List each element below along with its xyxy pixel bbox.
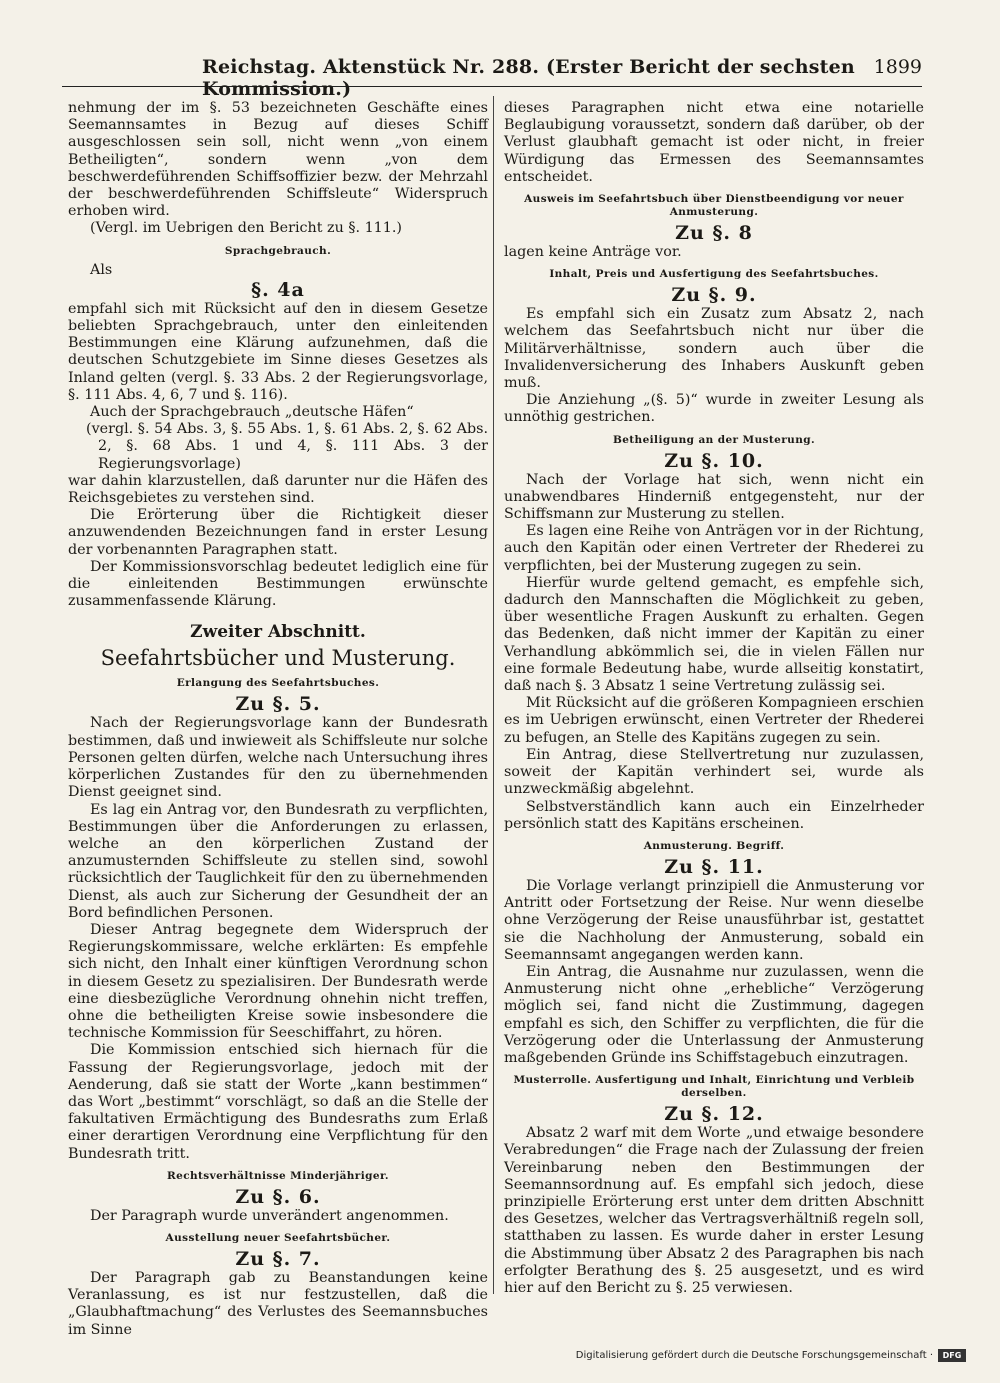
- section-subheading: Ausstellung neuer Seefahrtsbücher.: [165, 1231, 391, 1244]
- paragraph: Ein Antrag, diese Stellvertretung nur zuzulassen, soweit der Kapitän verhindert sei, wurde als unzweckmäßig abgelehnt.: [504, 746, 924, 798]
- paragraph: Die Vorlage verlangt prinzipiell die Anmusterung vor Antritt oder Fortsetzung der Reise. Nur wenn dieselbe ohne Verzögerung der Reise unausführbar ist, gestattet sie die Nachholung der Anmusterung, sobald ein Seemannsamt angegangen werden kann.: [504, 877, 924, 963]
- paragraph: Absatz 2 warf mit dem Worte „und etwaige besondere Verabredungen“ die Frage nach der Zulassung der freien Vereinbarung neben den Bestimmungen der Seemannsordnung auf. Es empfahl sich jedoch, diese prinzipielle Erörterung erst unter dem dritten Abschnitt des Gesetzes, welcher das Vertragsverhältniß regeln soll, statthaben zu lassen. Es wurde daher in erster Lesung die Abstimmung über Absatz 2 des Paragraphen bis nach erfolgter Berathung des §. 25 ausgesetzt, und es wird hier auf den Bericht zu §. 25 verwiesen.: [504, 1125, 924, 1296]
- column-divider: [493, 96, 494, 1294]
- section-subheading: Rechtsverhältnisse Minderjähriger.: [167, 1169, 389, 1182]
- section-paragraph-heading: Zu §. 7.: [235, 1247, 321, 1270]
- paragraph: Als: [90, 261, 113, 278]
- section-paragraph-heading: Zu §. 10.: [664, 449, 764, 472]
- page-number: 1899: [873, 56, 922, 78]
- chapter-title: Seefahrtsbücher und Musterung.: [100, 646, 456, 671]
- paragraph: (Vergl. im Uebrigen den Bericht zu §. 111.): [90, 220, 402, 237]
- section-subheading: Anmusterung. Begriff.: [643, 839, 785, 852]
- left-column: [68, 100, 488, 1339]
- paragraph: Mit Rücksicht auf die größeren Kompagnieen erschien es im Uebrigen erwünscht, einen Vertreter der Rhederei zu befugen, an Stelle des Kapitäns zugegen zu sein.: [504, 695, 924, 746]
- paragraph: Die Erörterung über die Richtigkeit dieser anzuwendenden Bezeichnungen fand in erster Lesung der vorbenannten Paragraphen statt.: [68, 507, 488, 558]
- section-paragraph-heading: Zu §. 5.: [235, 693, 321, 716]
- paragraph: Die Anziehung „(§. 5)“ wurde in zweiter Lesung als unnöthig gestrichen.: [504, 392, 924, 426]
- section-paragraph-heading: Zu §. 8: [675, 222, 753, 245]
- footer-credit: Digitalisierung gefördert durch die Deutsche Forschungsgemeinschaft ·: [575, 1350, 933, 1361]
- paragraph: Es empfahl sich ein Zusatz zum Absatz 2, nach welchem das Seefahrtsbuch nicht nur über die Militärverhältnisse, sondern auch über die Invalidenversicherung des Inhabers Auskunft geben muß.: [504, 306, 924, 392]
- paragraph: Hierfür wurde geltend gemacht, es empfehle sich, dadurch den Mannschaften die Möglichkeit zu geben, über wesentliche Fragen Auskunft zu erhalten. Gegen das Bedenken, daß nicht immer der Kapitän zu einer Verhandlung abkömmlich sei, die in vielen Fällen nur eine formale Bedeutung habe, wurde allseitig konstatirt, daß nach §. 3 Absatz 1 seine Vertretung zulässig sei.: [504, 574, 924, 695]
- section-subheading: Ausweis im Seefahrtsbuch über Dienstbeendigung vor neuer Anmusterung.: [524, 193, 904, 219]
- section-paragraph-heading: Zu §. 12.: [664, 1103, 764, 1126]
- section-subheading: Musterrolle. Ausfertigung und Inhalt, Einrichtung und Verbleib derselben.: [513, 1074, 915, 1100]
- paragraph: Dieser Antrag begegnete dem Widerspruch der Regierungskommissare, welche erklärten: Es empfehle sich nicht, den Inhalt einer künftigen Verordnung schon in diesem Gesetz zu spezialisiren. Der Bundesrath werde eine diesbezügliche Verordnung ohnehin nicht treffen, ohne die betheiligten Kreise sowie insbesondere die technische Kommission für Seeschiffahrt, zu hören.: [68, 921, 488, 1042]
- paragraph: Selbstverständlich kann auch ein Einzelrheder persönlich statt des Kapitäns erscheinen.: [504, 798, 924, 832]
- section-paragraph-heading: Zu §. 6.: [235, 1185, 321, 1208]
- section-subheading: Betheiligung an der Musterung.: [612, 433, 816, 446]
- paragraph: Der Paragraph wurde unverändert angenommen.: [90, 1207, 449, 1224]
- paragraph: Nach der Vorlage hat sich, wenn nicht ein unabwendbares Hinderniß entgegensteht, nur der Schiffsmann zur Musterung zu stellen.: [504, 471, 924, 523]
- chapter-heading: Zweiter Abschnitt.: [190, 622, 366, 643]
- paragraph: lagen keine Anträge vor.: [504, 244, 682, 261]
- dfg-logo: DFG: [938, 1349, 966, 1362]
- paragraph: Nach der Regierungsvorlage kann der Bundesrath bestimmen, daß und inwieweit als Schiffsleute nur solche Personen gelten dürfen, welche nach Untersuchung ihres körperlichen Zustandes für den zu übernehmenden Dienst geeignet sind.: [68, 715, 488, 801]
- section-subheading: Erlangung des Seefahrtsbuches.: [176, 677, 380, 690]
- header-title: Reichstag. Aktenstück Nr. 288. (Erster Bericht der sechsten Kommission.): [202, 56, 855, 100]
- paragraph: empfahl sich mit Rücksicht auf den in diesem Gesetze beliebten Sprachgebrauch, unter den einleitenden Bestimmungen eine Klärung aufzunehmen, daß die deutschen Schutzgebiete im Sinne dieses Gesetzes als Inland gelten (vergl. §. 33 Abs. 2 der Regierungsvorlage, §. 111 Abs. 4, 6, 7 und §. 116).: [68, 300, 488, 403]
- footer: [576, 1349, 966, 1362]
- paragraph: Der Paragraph gab zu Beanstandungen keine Veranlassung, es ist nur festzustellen, daß die „Glaubhaftmachung“ des Verlustes des Seemannsbuches im Sinne: [68, 1269, 488, 1338]
- running-header: [62, 56, 922, 100]
- section-subheading: Inhalt, Preis und Ausfertigung des Seefahrtsbuches.: [549, 268, 879, 281]
- paragraph: Die Kommission entschied sich hiernach für die Fassung der Regierungsvorlage, jedoch mit der Aenderung, daß sie statt der Worte „kann bestimmen“ das Wort „bestimmt“ vorschlägt, so daß an die Stelle der fakultativen Ermächtigung des Bundesraths zum Erlaß einer derartigen Verordnung eine Verpflichtung für den Bundesrath tritt.: [68, 1042, 488, 1162]
- section-subheading: Sprachgebrauch.: [224, 244, 332, 257]
- paragraph: Es lag ein Antrag vor, den Bundesrath zu verpflichten, Bestimmungen über die Anforderungen zu erlassen, welche an den körperlichen Zustand der anzumusternden Schiffsleute zu stellen sind, sowohl rücksichtlich der Tauglichkeit für den zu übernehmenden Dienst, als auch zur Sicherung der Gesundheit der an Bord befindlichen Personen.: [68, 801, 488, 921]
- right-column: [504, 100, 924, 1297]
- paragraph: dieses Paragraphen nicht etwa eine notarielle Beglaubigung voraussetzt, sondern daß darüber, ob der Verlust glaubhaft gemacht ist oder nicht, in freier Würdigung das Ermessen des Seemannsamtes entscheidet.: [504, 100, 924, 185]
- paragraph: Auch der Sprachgebrauch „deutsche Häfen“: [90, 404, 414, 421]
- paragraph: nehmung der im §. 53 bezeichneten Geschäfte eines Seemannsamtes in Bezug auf dieses Schiff ausgeschlossen sein soll, nicht wenn „von einem Betheiligten“, sondern wenn „von dem beschwerdeführenden Schiffsoffizier bezw. der Mehrzahl der beschwerdeführenden Schiffsleute“ Widerspruch erhoben wird.: [68, 100, 488, 220]
- paragraph: Es lagen eine Reihe von Anträgen vor in der Richtung, auch den Kapitän oder einen Vertreter der Rhederei zu verpflichten, bei der Musterung zugegen zu sein.: [504, 523, 924, 574]
- paragraph: Der Kommissionsvorschlag bedeutet lediglich eine für die einleitenden Bestimmungen erwünschte zusammenfassende Klärung.: [68, 558, 488, 610]
- section-paragraph-heading: Zu §. 11.: [664, 855, 764, 878]
- paragraph: (vergl. §. 54 Abs. 3, §. 55 Abs. 1, §. 61 Abs. 2, §. 62 Abs. 2, §. 68 Abs. 1 und 4, §. 111 Abs. 3 der Regierungsvorlage): [86, 421, 488, 472]
- paragraph: Ein Antrag, die Ausnahme nur zuzulassen, wenn die Anmusterung nicht ohne „erhebliche“ Verzögerung möglich sei, fand nicht die Zustimmung, dagegen empfahl es sich, den Schiffer zu verpflichten, die für die Verzögerung oder die Unterlassung der Anmusterung maßgebenden Gründe ins Schiffstagebuch einzutragen.: [504, 963, 924, 1066]
- section-paragraph-heading: Zu §. 9.: [671, 284, 757, 307]
- paragraph: war dahin klarzustellen, daß darunter nur die Häfen des Reichsgebietes zu verstehen sind.: [68, 472, 488, 507]
- section-paragraph-heading: §. 4a: [251, 278, 305, 301]
